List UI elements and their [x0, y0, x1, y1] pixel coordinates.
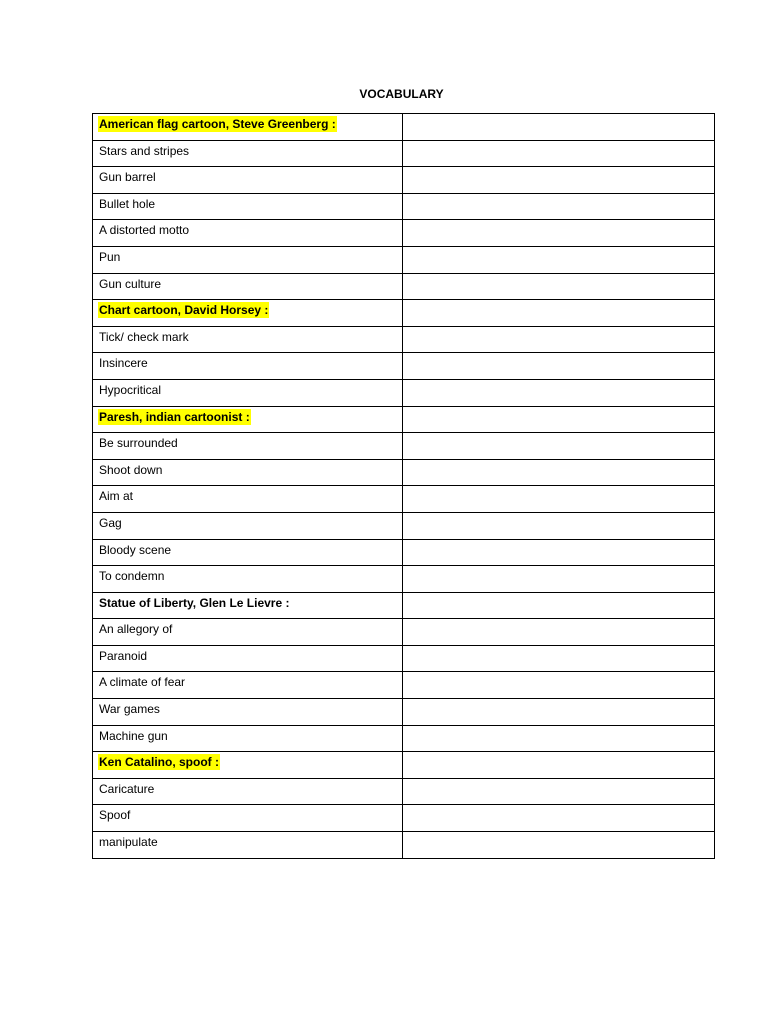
section-title: Paresh, indian cartoonist : [99, 409, 250, 424]
vocab-term-cell [93, 805, 403, 832]
vocab-row [93, 220, 715, 247]
vocab-row [93, 699, 715, 726]
answer-cell[interactable] [403, 300, 715, 327]
answer-cell[interactable] [403, 353, 715, 380]
answer-cell[interactable] [403, 778, 715, 805]
vocab-term: manipulate [99, 835, 158, 850]
answer-cell[interactable] [403, 486, 715, 513]
vocab-row [93, 379, 715, 406]
answer-cell[interactable] [403, 406, 715, 433]
vocab-term-cell [93, 193, 403, 220]
vocab-term: Bullet hole [99, 196, 156, 211]
vocab-term: War games [99, 702, 160, 717]
vocab-row [93, 273, 715, 300]
vocab-row [93, 566, 715, 593]
answer-cell[interactable] [403, 379, 715, 406]
vocab-term: An allegory of [99, 622, 173, 637]
vocab-term-cell [93, 645, 403, 672]
vocab-term-cell [93, 167, 403, 194]
vocab-term-cell [93, 699, 403, 726]
section-title-cell [93, 592, 403, 619]
answer-cell[interactable] [403, 326, 715, 353]
vocab-row [93, 326, 715, 353]
vocab-term: Spoof [99, 808, 131, 823]
vocab-term-cell [93, 778, 403, 805]
vocab-term-cell [93, 246, 403, 273]
section-title-cell [93, 114, 403, 141]
vocab-row [93, 486, 715, 513]
answer-cell[interactable] [403, 805, 715, 832]
vocab-term: Be surrounded [99, 436, 178, 451]
vocab-term-cell [93, 273, 403, 300]
answer-cell[interactable] [403, 459, 715, 486]
answer-cell[interactable] [403, 167, 715, 194]
vocab-row [93, 805, 715, 832]
vocab-row [93, 539, 715, 566]
vocab-term: Aim at [99, 489, 134, 504]
answer-cell[interactable] [403, 512, 715, 539]
vocab-row [93, 167, 715, 194]
answer-cell[interactable] [403, 193, 715, 220]
vocab-term: Tick/ check mark [99, 329, 189, 344]
answer-cell[interactable] [403, 273, 715, 300]
vocab-row [93, 832, 715, 859]
answer-cell[interactable] [403, 725, 715, 752]
vocab-row [93, 433, 715, 460]
vocab-term: Machine gun [99, 728, 168, 743]
vocab-term: Insincere [99, 356, 148, 371]
answer-cell[interactable] [403, 832, 715, 859]
document-title: VOCABULARY [359, 87, 444, 101]
vocab-term-cell [93, 379, 403, 406]
answer-cell[interactable] [403, 752, 715, 779]
answer-cell[interactable] [403, 246, 715, 273]
section-title: Ken Catalino, spoof : [99, 755, 219, 770]
answer-cell[interactable] [403, 619, 715, 646]
vocab-term-cell [93, 433, 403, 460]
answer-cell[interactable] [403, 433, 715, 460]
vocab-term: Hypocritical [99, 382, 162, 397]
vocab-row [93, 140, 715, 167]
answer-cell[interactable] [403, 592, 715, 619]
section-header-row [93, 592, 715, 619]
vocab-row [93, 193, 715, 220]
vocab-term-cell [93, 832, 403, 859]
vocab-term-cell [93, 512, 403, 539]
vocab-row [93, 619, 715, 646]
vocab-term-cell [93, 486, 403, 513]
section-header-row [93, 752, 715, 779]
vocab-term: A climate of fear [99, 675, 186, 690]
vocab-term-cell [93, 326, 403, 353]
vocabulary-table-body [93, 114, 715, 859]
vocab-row [93, 725, 715, 752]
vocab-term-cell [93, 539, 403, 566]
vocab-term-cell [93, 353, 403, 380]
answer-cell[interactable] [403, 566, 715, 593]
vocab-term-cell [93, 459, 403, 486]
vocab-term: To condemn [99, 569, 165, 584]
vocab-row [93, 512, 715, 539]
answer-cell[interactable] [403, 699, 715, 726]
vocab-row [93, 672, 715, 699]
vocab-term-cell [93, 140, 403, 167]
vocab-term-cell [93, 619, 403, 646]
answer-cell[interactable] [403, 140, 715, 167]
vocab-row [93, 459, 715, 486]
vocab-term-cell [93, 725, 403, 752]
answer-cell[interactable] [403, 114, 715, 141]
vocab-term: Stars and stripes [99, 143, 190, 158]
section-title: Chart cartoon, David Horsey : [99, 303, 269, 318]
vocab-term: Gun barrel [99, 170, 156, 185]
section-title-cell [93, 300, 403, 327]
vocab-term-cell [93, 566, 403, 593]
vocab-row [93, 353, 715, 380]
vocab-term: Paranoid [99, 648, 148, 663]
vocabulary-table [92, 113, 715, 859]
answer-cell[interactable] [403, 220, 715, 247]
vocab-term: Gun culture [99, 276, 162, 291]
vocab-term: Shoot down [99, 462, 163, 477]
answer-cell[interactable] [403, 539, 715, 566]
vocab-row [93, 645, 715, 672]
section-title-cell [93, 752, 403, 779]
section-header-row [93, 114, 715, 141]
vocab-term: Gag [99, 515, 122, 530]
vocab-term-cell [93, 220, 403, 247]
section-header-row [93, 300, 715, 327]
vocab-term: Pun [99, 249, 121, 264]
answer-cell[interactable] [403, 672, 715, 699]
section-title: Statue of Liberty, Glen Le Lievre : [99, 595, 290, 610]
vocab-term: A distorted motto [99, 223, 190, 238]
vocab-row [93, 778, 715, 805]
vocab-term: Bloody scene [99, 542, 172, 557]
section-title-cell [93, 406, 403, 433]
vocab-term-cell [93, 672, 403, 699]
section-header-row [93, 406, 715, 433]
section-title: American flag cartoon, Steve Greenberg : [99, 117, 336, 131]
vocab-term: Caricature [99, 781, 155, 796]
vocab-row [93, 246, 715, 273]
answer-cell[interactable] [403, 645, 715, 672]
